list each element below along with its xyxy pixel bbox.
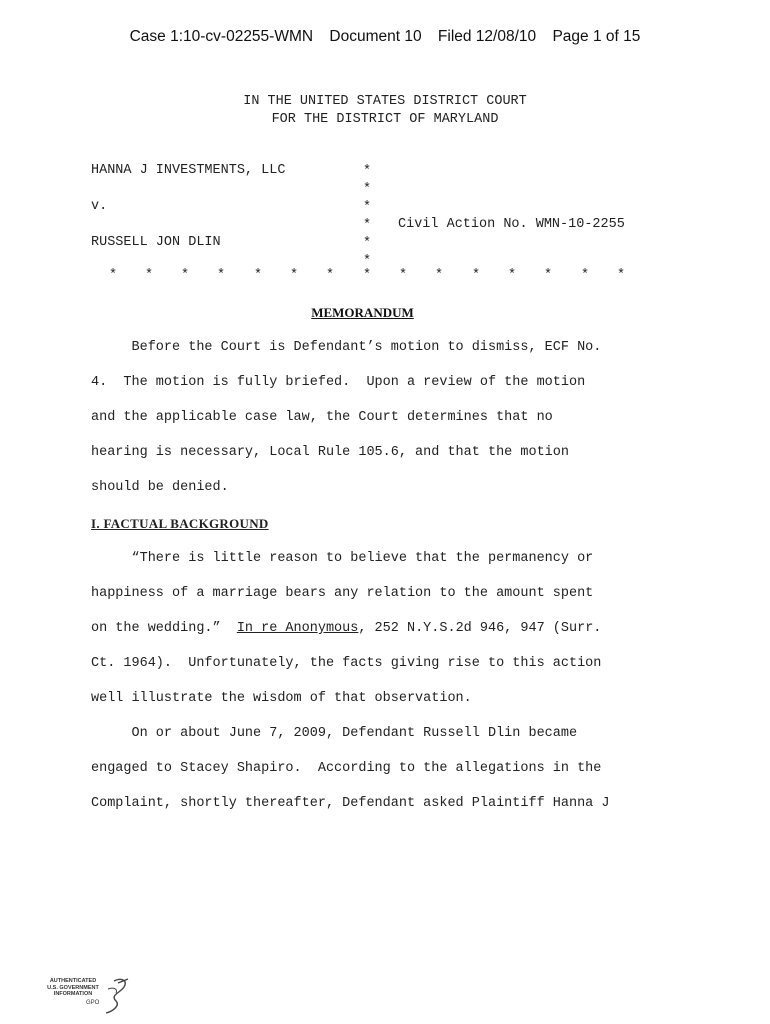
caption-star: * [363,236,372,251]
line-text: , 252 N.Y.S.2d 946, 947 (Surr. [358,621,602,636]
eagle-icon [44,975,134,1017]
divider-star: * [181,268,190,283]
memorandum-title: MEMORANDUM [311,305,414,320]
versus-label: v. [91,199,108,214]
caption-star: * [363,182,372,197]
divider-star: * [435,268,444,283]
paragraph-line: Complaint, shortly thereafter, Defendant asked Plaintiff Hanna J [91,796,610,811]
divider-star: * [617,268,626,283]
divider-star: * [544,268,553,283]
divider-star: * [109,268,118,283]
paragraph-line: should be denied. [91,480,229,495]
divider-star: * [399,268,408,283]
paragraph-line: On or about June 7, 2009, Defendant Russell Dlin became [91,726,578,741]
plaintiff-name: HANNA J INVESTMENTS, LLC [91,163,286,178]
paragraph-line: Ct. 1964). Unfortunately, the facts giving rise to this action [91,656,602,671]
divider-star: * [581,268,590,283]
document-number: Document 10 [329,28,422,45]
court-line-1: IN THE UNITED STATES DISTRICT COURT [243,94,527,109]
gpo-line: AUTHENTICATED [49,978,97,984]
divider-star: * [326,268,335,283]
filed-date: Filed 12/08/10 [437,28,537,45]
paragraph-line: and the applicable case law, the Court determines that no [91,410,553,425]
case-citation: In re Anonymous [236,621,359,636]
paragraph-line-with-citation [91,621,601,636]
gpo-line: U.S. GOVERNMENT [47,984,99,991]
paragraph-line: Before the Court is Defendant’s motion to dismiss, ECF No. [91,340,602,355]
divider-star: * [254,268,263,283]
gpo-line: INFORMATION [53,991,93,997]
divider-star: * [508,268,517,283]
case-number: Case 1:10-cv-02255-WMN [129,28,314,45]
gpo-mark: GPO [86,1000,100,1006]
defendant-name: RUSSELL JON DLIN [91,235,221,250]
civil-action-number: Civil Action No. WMN-10-2255 [398,217,625,232]
court-title [0,93,770,128]
divider-star: * [363,268,372,283]
paragraph-line: “There is little reason to believe that the permanency or [91,551,594,566]
caption-star: * [363,218,372,233]
paragraph-line: 4. The motion is fully briefed. Upon a review of the motion [91,375,586,390]
paragraph-line: hearing is necessary, Local Rule 105.6, and that the motion [91,445,569,460]
paragraph-line: happiness of a marriage bears any relation to the amount spent [91,586,594,601]
divider-star: * [145,268,154,283]
court-line-2: FOR THE DISTRICT OF MARYLAND [271,111,499,127]
gpo-authentication-logo [44,975,134,1017]
caption-star: * [363,164,372,179]
line-text: on the wedding.” [91,621,237,636]
divider-star: * [290,268,299,283]
section-heading: I. FACTUAL BACKGROUND [91,516,269,531]
case-caption [91,163,691,269]
divider-star: * [217,268,226,283]
paragraph-line: well illustrate the wisdom of that observation. [91,691,472,706]
caption-star: * [363,254,372,269]
divider-star: * [472,268,481,283]
caption-star: * [363,200,372,215]
page-indicator: Page 1 of 15 [552,28,641,45]
paragraph-line: engaged to Stacey Shapiro. According to the allegations in the [91,761,602,776]
document-header [0,28,770,46]
